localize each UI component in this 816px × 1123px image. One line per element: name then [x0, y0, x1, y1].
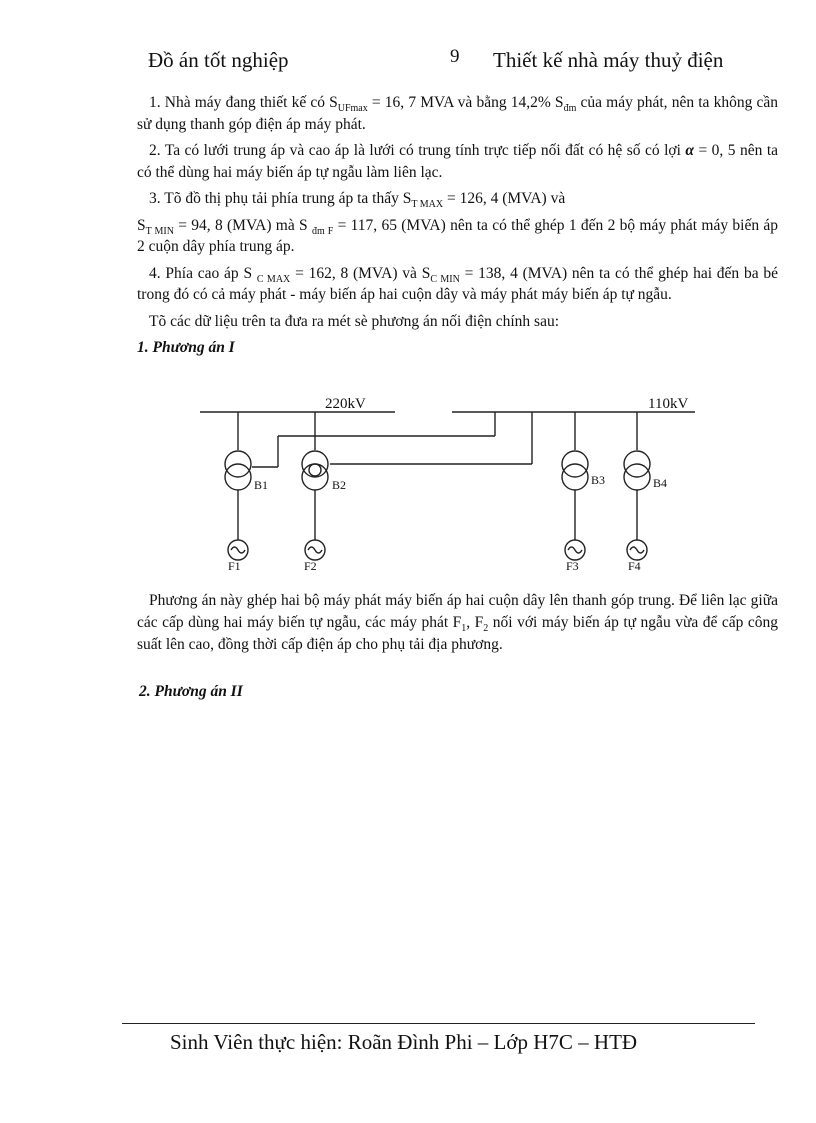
- paragraph-1: 1. Nhà máy đang thiết kế có $S_{UFmax} = 16$, 7 MVA và bằng 14,2% $S_{đm}$ của máy phát, nên ta không cần sử dụng thanh góp điện áp máy phát.: [137, 94, 778, 133]
- single-line-diagram: [190, 392, 710, 572]
- paragraph-6: Phương án này ghép hai bộ máy phát máy biến áp hai cuộn dây lên thanh góp trung. Để liên lạc giữa các cấp dùng hai máy biến tự ngẫu, các máy phát $F_1$, $F_2$ nối với máy biến áp tự ngẫu vừa để cấp công suất lên cao, đồng thời cấp điện áp cho phụ tải địa phương.: [137, 592, 778, 653]
- page-number: 9: [450, 46, 460, 67]
- footer-divider: [122, 1023, 755, 1024]
- section-heading-1: 1. Phương án I: [137, 339, 235, 356]
- generator-label: F2: [304, 559, 317, 572]
- transformer-label: B1: [254, 478, 269, 492]
- generator-label: F4: [628, 559, 641, 572]
- body-text-top: [137, 92, 778, 359]
- header-document-title: Thiết kế nhà máy thuỷ điện: [493, 48, 724, 72]
- paragraph-3: 3. Tõ đồ thị phụ tải phía trung áp ta thấy $S_{T MAX} = 126$, 4 (MVA) và: [149, 190, 566, 211]
- body-text-bottom: [137, 590, 778, 656]
- page-header: [148, 48, 768, 78]
- paragraph-2: 2. Ta có lưới trung áp và cao áp là lưới có trung tính trực tiếp nối đất có hệ số có lợi α = 0, 5 nên ta có thể dùng hai máy biến áp tự ngẫu làm liên lạc.: [137, 142, 779, 181]
- header-document-type: Đồ án tốt nghiệp: [148, 48, 289, 72]
- paragraph-3-continued: $S_{T MIN} = 94$, 8 (MVA) mà S $_{đm F}$ = 117, 65 (MVA) nên ta có thể ghép 1 đến 2 bộ máy phát máy biến áp 2 cuộn dây phía trung áp.: [137, 216, 779, 255]
- generator-label: F1: [228, 559, 241, 572]
- transformer-label: B4: [653, 476, 668, 490]
- generator-label: F3: [566, 559, 579, 572]
- page-footer: Sinh Viên thực hiện: Roãn Đình Phi – Lớp H7C – HTĐ: [170, 1030, 638, 1054]
- paragraph-4: 4. Phía cao áp S $_{C MAX}$ = 162, 8 (MVA) và $S_{C MIN} = 138$, 4 (MVA) nên ta có thể ghép hai đến ba bé trong đó có cả máy phát - máy biến áp hai cuộn dây và máy phát máy biến áp tự ngẫu.: [137, 264, 778, 303]
- transformer-label: B2: [332, 478, 347, 492]
- bus-110kv-label: 110kV: [648, 396, 689, 412]
- section-heading-2: 2. Phương án II: [139, 683, 243, 700]
- paragraph-5: Tõ các dữ liệu trên ta đưa ra mét sè phương án nối điện chính sau:: [149, 312, 560, 330]
- transformer-label: B3: [591, 473, 606, 487]
- bus-220kv-label: 220kV: [325, 396, 366, 412]
